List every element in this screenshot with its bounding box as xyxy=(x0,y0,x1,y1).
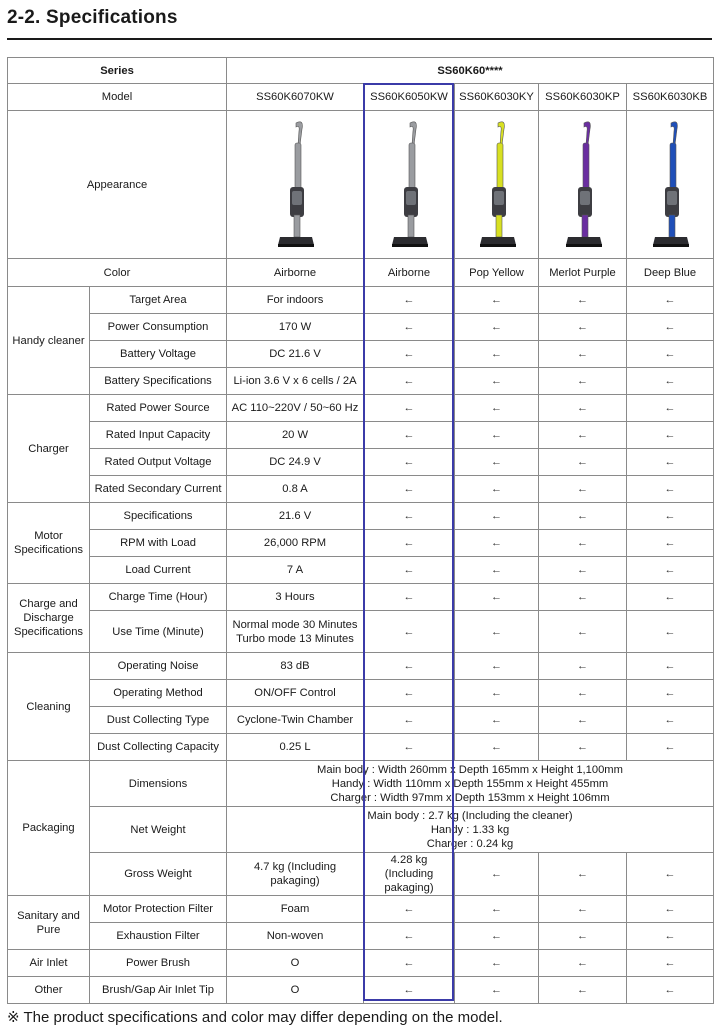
same-as-left-arrow: ← xyxy=(627,853,714,896)
same-as-left-arrow: ← xyxy=(455,341,539,368)
model-name: SS60K6030KB xyxy=(627,84,714,111)
appearance-cell xyxy=(364,111,455,259)
spec-label: Power Brush xyxy=(90,950,227,977)
color-row xyxy=(8,259,714,287)
stick-vacuum-image xyxy=(462,115,532,255)
color-value: Pop Yellow xyxy=(455,259,539,287)
spec-value: Foam xyxy=(227,896,364,923)
same-as-left-arrow: ← xyxy=(539,395,627,422)
value-line: Handy : Width 110mm x Depth 155mm x Height 455mm xyxy=(331,777,609,790)
same-as-left-arrow: ← xyxy=(627,680,714,707)
spec-label: Net Weight xyxy=(90,807,227,853)
same-as-left-arrow: ← xyxy=(455,734,539,761)
spec-row xyxy=(8,653,714,680)
group-label: Air Inlet xyxy=(8,950,90,977)
same-as-left-arrow: ← xyxy=(539,923,627,950)
group-label: Packaging xyxy=(8,761,90,896)
same-as-left-arrow: ← xyxy=(627,707,714,734)
model-name: SS60K6050KW xyxy=(364,84,455,111)
same-as-left-arrow: ← xyxy=(455,395,539,422)
value-line: Handy : 1.33 kg xyxy=(430,823,510,836)
spec-row xyxy=(8,395,714,422)
spec-row xyxy=(8,557,714,584)
spec-label: Dust Collecting Type xyxy=(90,707,227,734)
same-as-left-arrow: ← xyxy=(455,476,539,503)
same-as-left-arrow: ← xyxy=(539,476,627,503)
same-as-left-arrow: ← xyxy=(627,422,714,449)
same-as-left-arrow: ← xyxy=(364,449,455,476)
value-line: Normal mode 30 Minutes xyxy=(232,618,358,631)
page-title: 2-2. Specifications xyxy=(7,7,178,28)
value-line: Turbo mode 13 Minutes xyxy=(236,632,354,645)
same-as-left-arrow: ← xyxy=(364,341,455,368)
same-as-left-arrow: ← xyxy=(455,896,539,923)
stick-vacuum-image xyxy=(548,115,618,255)
stick-vacuum-image xyxy=(374,115,444,255)
same-as-left-arrow: ← xyxy=(539,977,627,1004)
appearance-cell xyxy=(455,111,539,259)
color-value: Airborne xyxy=(364,259,455,287)
same-as-left-arrow: ← xyxy=(539,853,627,896)
series-value: SS60K60**** xyxy=(227,58,714,84)
title-divider xyxy=(7,38,712,40)
same-as-left-arrow: ← xyxy=(364,503,455,530)
same-as-left-arrow: ← xyxy=(364,287,455,314)
same-as-left-arrow: ← xyxy=(364,680,455,707)
same-as-left-arrow: ← xyxy=(364,653,455,680)
spec-row xyxy=(8,807,714,853)
model-row xyxy=(8,84,714,111)
spec-label: Rated Power Source xyxy=(90,395,227,422)
same-as-left-arrow: ← xyxy=(455,977,539,1004)
spec-value: Non-woven xyxy=(227,923,364,950)
spec-row xyxy=(8,977,714,1004)
spec-label: Dimensions xyxy=(90,761,227,807)
same-as-left-arrow: ← xyxy=(627,449,714,476)
same-as-left-arrow: ← xyxy=(455,503,539,530)
spec-row xyxy=(8,341,714,368)
spec-value: For indoors xyxy=(227,287,364,314)
spec-label: Exhaustion Filter xyxy=(90,923,227,950)
group-label: Cleaning xyxy=(8,653,90,761)
spec-label: Charge Time (Hour) xyxy=(90,584,227,611)
same-as-left-arrow: ← xyxy=(364,923,455,950)
spec-label: Rated Input Capacity xyxy=(90,422,227,449)
same-as-left-arrow: ← xyxy=(364,395,455,422)
same-as-left-arrow: ← xyxy=(539,734,627,761)
footnote: ※ The product specifications and color may differ depending on the model. xyxy=(7,1009,503,1026)
same-as-left-arrow: ← xyxy=(627,653,714,680)
spec-label: Target Area xyxy=(90,287,227,314)
specifications-table xyxy=(7,57,714,1004)
spec-label: Battery Voltage xyxy=(90,341,227,368)
spec-value: O xyxy=(227,977,364,1004)
same-as-left-arrow: ← xyxy=(455,584,539,611)
appearance-cell xyxy=(227,111,364,259)
same-as-left-arrow: ← xyxy=(627,734,714,761)
same-as-left-arrow: ← xyxy=(364,896,455,923)
same-as-left-arrow: ← xyxy=(455,853,539,896)
appearance-cell xyxy=(539,111,627,259)
same-as-left-arrow: ← xyxy=(539,341,627,368)
same-as-left-arrow: ← xyxy=(539,557,627,584)
same-as-left-arrow: ← xyxy=(627,503,714,530)
same-as-left-arrow: ← xyxy=(364,422,455,449)
spec-row xyxy=(8,734,714,761)
spec-row xyxy=(8,314,714,341)
group-label: Other xyxy=(8,977,90,1004)
value-line: Main body : 2.7 kg (Including the cleaner) xyxy=(367,809,573,822)
stick-vacuum-image xyxy=(635,115,705,255)
spec-label: Load Current xyxy=(90,557,227,584)
spec-label: Motor Protection Filter xyxy=(90,896,227,923)
same-as-left-arrow: ← xyxy=(364,977,455,1004)
spec-label: Rated Output Voltage xyxy=(90,449,227,476)
spec-value xyxy=(227,611,364,653)
group-label: Motor Specifications xyxy=(8,503,90,584)
spec-label: Battery Specifications xyxy=(90,368,227,395)
net-weight-value xyxy=(227,807,714,853)
spec-row xyxy=(8,503,714,530)
same-as-left-arrow: ← xyxy=(364,557,455,584)
spec-value: 7 A xyxy=(227,557,364,584)
same-as-left-arrow: ← xyxy=(455,314,539,341)
same-as-left-arrow: ← xyxy=(364,584,455,611)
same-as-left-arrow: ← xyxy=(455,368,539,395)
same-as-left-arrow: ← xyxy=(627,314,714,341)
spec-row xyxy=(8,896,714,923)
spec-value: Cyclone-Twin Chamber xyxy=(227,707,364,734)
same-as-left-arrow: ← xyxy=(539,707,627,734)
spec-row xyxy=(8,923,714,950)
same-as-left-arrow: ← xyxy=(455,611,539,653)
same-as-left-arrow: ← xyxy=(539,680,627,707)
same-as-left-arrow: ← xyxy=(539,449,627,476)
spec-label: Gross Weight xyxy=(90,853,227,896)
model-name: SS60K6070KW xyxy=(227,84,364,111)
same-as-left-arrow: ← xyxy=(364,950,455,977)
same-as-left-arrow: ← xyxy=(539,530,627,557)
spec-value: O xyxy=(227,950,364,977)
same-as-left-arrow: ← xyxy=(455,923,539,950)
same-as-left-arrow: ← xyxy=(539,422,627,449)
spec-label: RPM with Load xyxy=(90,530,227,557)
spec-value: 26,000 RPM xyxy=(227,530,364,557)
appearance-row xyxy=(8,111,714,259)
same-as-left-arrow: ← xyxy=(627,530,714,557)
same-as-left-arrow: ← xyxy=(455,422,539,449)
spec-value: 21.6 V xyxy=(227,503,364,530)
spec-row xyxy=(8,680,714,707)
value-line: Main body : Width 260mm x Depth 165mm x Height 1,100mm xyxy=(317,763,623,776)
same-as-left-arrow: ← xyxy=(627,923,714,950)
model-label: Model xyxy=(8,84,227,111)
appearance-cell xyxy=(627,111,714,259)
same-as-left-arrow: ← xyxy=(539,896,627,923)
spec-row xyxy=(8,368,714,395)
same-as-left-arrow: ← xyxy=(364,530,455,557)
same-as-left-arrow: ← xyxy=(627,557,714,584)
same-as-left-arrow: ← xyxy=(364,314,455,341)
spec-label: Dust Collecting Capacity xyxy=(90,734,227,761)
same-as-left-arrow: ← xyxy=(627,611,714,653)
spec-value: AC 110~220V / 50~60 Hz xyxy=(227,395,364,422)
same-as-left-arrow: ← xyxy=(539,584,627,611)
spec-value: 170 W xyxy=(227,314,364,341)
same-as-left-arrow: ← xyxy=(364,734,455,761)
spec-value: Li-ion 3.6 V x 6 cells / 2A xyxy=(227,368,364,395)
spec-row xyxy=(8,287,714,314)
spec-value: 0.8 A xyxy=(227,476,364,503)
spec-row xyxy=(8,584,714,611)
color-value: Merlot Purple xyxy=(539,259,627,287)
spec-label: Operating Noise xyxy=(90,653,227,680)
model-name: SS60K6030KY xyxy=(455,84,539,111)
color-value: Deep Blue xyxy=(627,259,714,287)
spec-label: Brush/Gap Air Inlet Tip xyxy=(90,977,227,1004)
spec-value: DC 24.9 V xyxy=(227,449,364,476)
stick-vacuum-image xyxy=(260,115,330,255)
value-line: Charger : 0.24 kg xyxy=(426,837,514,850)
same-as-left-arrow: ← xyxy=(364,611,455,653)
same-as-left-arrow: ← xyxy=(627,476,714,503)
same-as-left-arrow: ← xyxy=(364,368,455,395)
appearance-label: Appearance xyxy=(8,111,227,259)
same-as-left-arrow: ← xyxy=(455,557,539,584)
spec-value: 3 Hours xyxy=(227,584,364,611)
color-value: Airborne xyxy=(227,259,364,287)
same-as-left-arrow: ← xyxy=(627,287,714,314)
spec-row xyxy=(8,476,714,503)
spec-row xyxy=(8,530,714,557)
spec-value: ON/OFF Control xyxy=(227,680,364,707)
same-as-left-arrow: ← xyxy=(627,584,714,611)
same-as-left-arrow: ← xyxy=(455,950,539,977)
dimensions-value xyxy=(227,761,714,807)
same-as-left-arrow: ← xyxy=(455,707,539,734)
same-as-left-arrow: ← xyxy=(539,950,627,977)
spec-value: 83 dB xyxy=(227,653,364,680)
group-label: Sanitary and Pure xyxy=(8,896,90,950)
spec-value: 4.7 kg (Including pakaging) xyxy=(227,853,364,896)
color-label: Color xyxy=(8,259,227,287)
series-row xyxy=(8,58,714,84)
spec-row xyxy=(8,761,714,807)
same-as-left-arrow: ← xyxy=(364,476,455,503)
spec-row xyxy=(8,950,714,977)
group-label: Handy cleaner xyxy=(8,287,90,395)
same-as-left-arrow: ← xyxy=(627,896,714,923)
same-as-left-arrow: ← xyxy=(627,950,714,977)
spec-row xyxy=(8,853,714,896)
specifications-body xyxy=(8,58,714,1004)
same-as-left-arrow: ← xyxy=(455,680,539,707)
same-as-left-arrow: ← xyxy=(627,395,714,422)
spec-label: Power Consumption xyxy=(90,314,227,341)
same-as-left-arrow: ← xyxy=(627,368,714,395)
same-as-left-arrow: ← xyxy=(539,611,627,653)
spec-value: DC 21.6 V xyxy=(227,341,364,368)
same-as-left-arrow: ← xyxy=(627,977,714,1004)
same-as-left-arrow: ← xyxy=(364,707,455,734)
same-as-left-arrow: ← xyxy=(455,287,539,314)
spec-label: Specifications xyxy=(90,503,227,530)
spec-row xyxy=(8,422,714,449)
spec-label: Use Time (Minute) xyxy=(90,611,227,653)
series-label: Series xyxy=(8,58,227,84)
spec-value: 4.28 kg (Including pakaging) xyxy=(364,853,455,896)
group-label: Charger xyxy=(8,395,90,503)
spec-value: 20 W xyxy=(227,422,364,449)
spec-row xyxy=(8,707,714,734)
same-as-left-arrow: ← xyxy=(455,530,539,557)
value-line: Charger : Width 97mm x Depth 153mm x Height 106mm xyxy=(330,791,610,804)
same-as-left-arrow: ← xyxy=(539,653,627,680)
group-label: Charge and Discharge Specifications xyxy=(8,584,90,653)
spec-label: Rated Secondary Current xyxy=(90,476,227,503)
model-name: SS60K6030KP xyxy=(539,84,627,111)
same-as-left-arrow: ← xyxy=(539,314,627,341)
same-as-left-arrow: ← xyxy=(539,503,627,530)
spec-value: 0.25 L xyxy=(227,734,364,761)
spec-label: Operating Method xyxy=(90,680,227,707)
same-as-left-arrow: ← xyxy=(455,653,539,680)
same-as-left-arrow: ← xyxy=(539,368,627,395)
same-as-left-arrow: ← xyxy=(539,287,627,314)
spec-row xyxy=(8,611,714,653)
same-as-left-arrow: ← xyxy=(455,449,539,476)
same-as-left-arrow: ← xyxy=(627,341,714,368)
spec-row xyxy=(8,449,714,476)
